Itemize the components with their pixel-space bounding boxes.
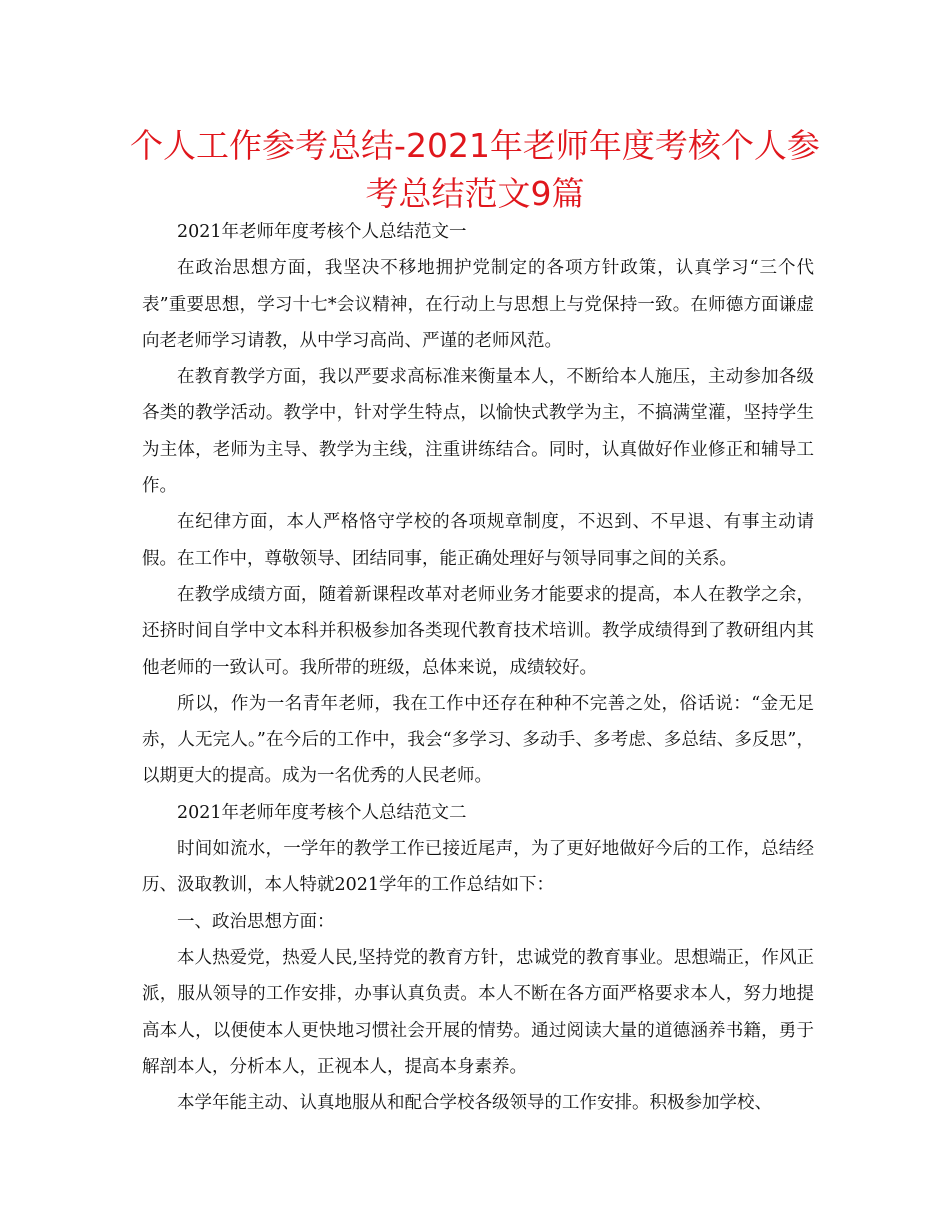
paragraph-heading-1: 2021年老师年度考核个人总结范文一	[177, 222, 467, 242]
paragraph: 本学年能主动、认真地服从和配合学校各级领导的工作安排。积极参加学校、	[177, 1093, 772, 1114]
paragraph: 在教育教学方面，我以严要求高标准来衡量本人，不断给本人施压，主动参加各级各类的教学活动。教学中，针对学生特点，以愉快式教学为主，不搞满堂灌，坚持学生为主体，老师为主导、教学为主线，注重讲练结合。同时，认真做好作业修正和辅导工作。	[142, 367, 814, 497]
paragraph: 在教学成绩方面，随着新课程改革对老师业务才能要求的提高，本人在教学之余，还挤时间自学中文本科并积极参加各类现代教育技术培训。教学成绩得到了教研组内其他老师的一致认可。我所带的班级，总体来说，成绩较好。	[142, 584, 814, 678]
paragraph: 本人热爱党，热爱人民,坚持党的教育方针，忠诚党的教育事业。思想端正，作风正派，服从领导的工作安排，办事认真负责。本人不断在各方面严格要求本人，努力地提高本人，以便使本人更快地习惯社会开展的情势。通过阅读大量的道德涵养书籍，勇于解剖本人，分析本人，正视本人，提高本身素养。	[142, 947, 814, 1077]
paragraph: 在政治思想方面，我坚决不移地拥护党制定的各项方针政策，认真学习“三个代表”重要思想，学习十七*会议精神，在行动上与思想上与党保持一致。在师德方面谦虚向老老师学习请教，从中学习高尚、严谨的老师风范。	[142, 258, 814, 351]
paragraph: 所以，作为一名青年老师，我在工作中还存在种种不完善之处，俗话说：“金无足赤，人无完人。”在今后的工作中，我会“多学习、多动手、多考虑、多总结、多反思”，以期更大的提高。成为一名优秀的人民老师。	[142, 693, 814, 787]
document-title: 个人工作参考总结-2021年老师年度考核个人参考总结范文9篇	[130, 126, 820, 213]
paragraph: 时间如流水，一学年的教学工作已接近尾声，为了更好地做好今后的工作，总结经历、汲取教训，本人特就2021学年的工作总结如下：	[142, 839, 814, 896]
document-body	[142, 214, 814, 1121]
paragraph-heading-2: 2021年老师年度考核个人总结范文二	[177, 802, 467, 823]
section-heading: 一、政治思想方面：	[177, 911, 335, 932]
paragraph: 在纪律方面，本人严格恪守学校的各项规章制度，不迟到、不早退、有事主动请假。在工作中，尊敬领导、团结同事，能正确处理好与领导同事之间的关系。	[142, 512, 814, 569]
